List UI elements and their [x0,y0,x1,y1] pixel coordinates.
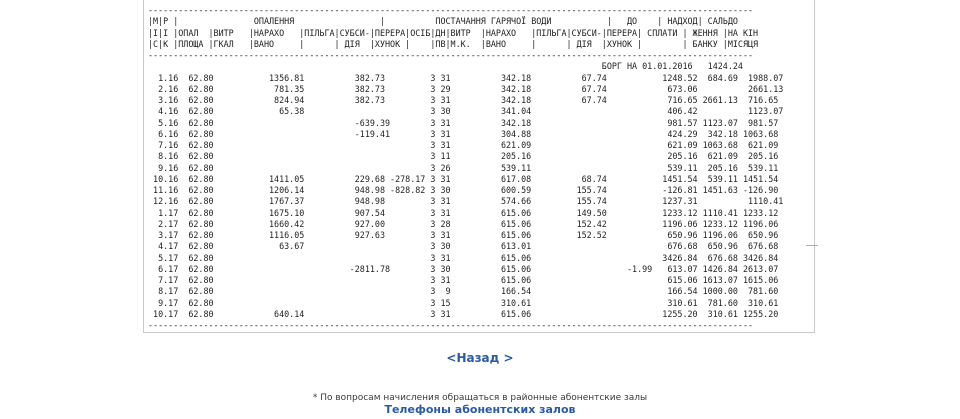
header-line-3: |С|К |ПЛОЩА |ГКАЛ |ВАНО | | ДІЯ |ХУНОК | |ПВ|М.К. |ВАНО | | ДІЯ |ХУНОК | | БАНКУ |МІСЯЦЯ [148,38,769,49]
back-link[interactable]: <Назад > [446,351,514,365]
totals-divider: ------------------------------------------------------------------------------------------------------------------------ [148,320,754,330]
opening-debt-line: БОРГ НА 01.01.2016 1424.24 [148,61,743,72]
table-row: 8.17 62.80 3 9 166.54 166.54 1000.00 781.60 [148,286,779,297]
table-row: 3.17 62.80 1116.05 927.63 3 31 615.06 152.52 650.96 1196.06 650.96 [148,230,779,240]
table-row: 5.17 62.80 3 31 615.06 3426.84 676.68 3426.84 [148,252,779,263]
table-row: 5.16 62.80 -639.39 3 31 342.18 981.57 1123.07 981.57 [148,117,779,128]
header-line-2: |І|І |ОПАЛ |ВИТР |НАРАХО |ПІЛЬГА|СУБСИ-|ПЕРЕРА|ОСІБ|ДН|ВИТР |НАРАХО |ПІЛЬГА|СУБСИ-|ПЕРЕРА| СПЛАТИ | ЖЕННЯ |НА КІН [148,27,769,38]
header-divider-bottom: ------------------------------------------------------------------------------------------------------------------------ [148,50,754,60]
table-row: 9.17 62.80 3 15 310.61 310.61 781.60 310.61 [148,297,779,308]
table-row: 4.17 62.80 63.67 3 30 613.01 676.68 650.96 676.68 [148,241,779,252]
table-row: 9.16 62.80 3 26 539.11 539.11 205.16 539.11 [148,162,779,173]
table-row: 4.16 62.80 65.38 3 30 341.04 406.42 1123.07 [148,106,784,117]
table-row: 12.16 62.80 1767.37 948.98 3 31 574.66 155.74 1237.31 1110.41 [148,196,784,207]
table-row: 2.17 62.80 1660.42 927.00 3 28 615.06 152.42 1196.06 1233.12 1196.06 [148,218,779,229]
table-row: 1.17 62.80 1675.10 907.54 3 31 615.06 149.50 1233.12 1110.41 1233.12 [148,207,779,218]
footer-note: * По вопросам начисления обращаться в районные абонентские залы [312,393,648,403]
table-row: 8.16 62.80 3 11 205.16 205.16 621.09 205.16 [148,151,779,162]
table-row: 6.17 62.80 -2811.78 3 30 615.06 -1.99 613.07 1426.84 2613.07 [148,263,779,274]
table-row: 10.16 62.80 1411.05 229.68 -278.17 3 31 617.08 68.74 1451.54 539.11 1451.54 [148,173,779,184]
table-row: 6.16 62.80 -119.41 3 31 304.88 424.29 342.18 1063.68 [148,128,779,139]
table-row: 3.16 62.80 824.94 382.73 3 31 342.18 67.74 716.65 2661.13 716.65 [148,95,779,105]
table-row: 1.16 62.80 1356.81 382.73 3 31 342.18 67.74 1248.52 684.69 1988.07 [148,72,784,83]
statement-text [144,0,814,333]
header-line-1: |М|Р | ОПАЛЕННЯ | ПОСТАЧАННЯ ГАРЯЧОЇ ВОДИ | ДО | НАДХОД| САЛЬДО [148,16,743,27]
phones-link[interactable]: Телефоны абонентских залов [384,403,576,416]
table-row: 11.16 62.80 1206.14 948.98 -828.82 3 30 600.59 155.74 -126.81 1451.63 -126.90 [148,185,779,195]
table-row: 2.16 62.80 781.35 382.73 3 29 342.18 67.74 673.06 2661.13 [148,83,784,94]
header-divider-top: ------------------------------------------------------------------------------------------------------------------------ [148,5,754,15]
row-marker-line [806,245,818,246]
statement-panel [143,0,815,333]
table-row: 7.16 62.80 3 31 621.09 621.09 1063.68 621.09 [148,140,779,150]
table-row: 10.17 62.80 640.14 3 31 615.06 1255.20 310.61 1255.20 [148,308,779,319]
table-row: 7.17 62.80 3 31 615.06 615.06 1613.07 1615.06 [148,275,779,285]
totals-line-1 [148,331,718,333]
